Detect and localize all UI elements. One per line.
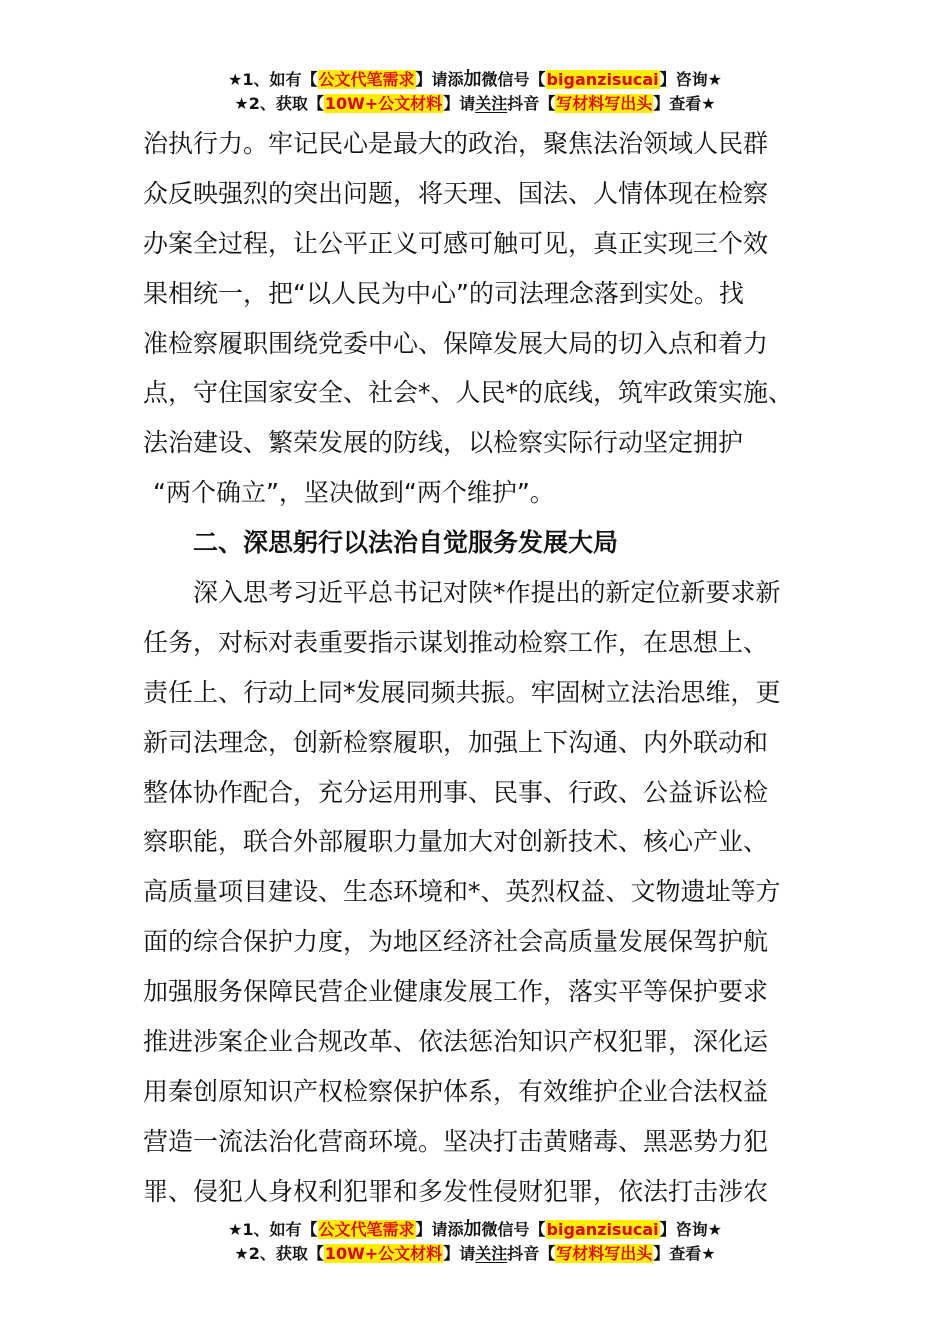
paragraph-line: 深入思考习近平总书记对陕*作提出的新定位新要求新 [193,578,781,608]
promo-text: 】查看★ [653,94,716,113]
paragraph-line: 点，守住国家安全、社会*、人民*的底线，筑牢政策实施、 [143,378,794,408]
promo-highlight: 公文代笔需求 [318,1220,415,1239]
promo-text: 】请 [443,94,476,113]
promo-text: 】咨询★ [659,1220,722,1239]
promo-highlight: 写材料写出头 [556,94,653,113]
promo-text: 微信号【 [481,1220,546,1239]
promo-emphasis: 关注 [475,94,508,113]
paragraph-line: 用秦创原知识产权检察保护体系，有效维护企业合法权益 [143,1076,769,1106]
promo-text: ★2、获取【 [234,1244,324,1263]
paragraph-line: 罪、侵犯人身权利犯罪和多发性侵财犯罪，依法打击涉农 [143,1176,769,1206]
paragraph-line: 营造一流法治化营商环境。坚决打击黄赌毒、黑恶势力犯 [143,1126,769,1156]
paragraph-line: 面的综合保护力度，为地区经济社会高质量发展保驾护航 [143,927,769,957]
promo-text: 抖音【 [507,94,556,113]
paragraph-line: 准检察履职围绕党委中心、保障发展大局的切入点和着力 [143,328,769,358]
promo-text: 】请添 [415,1220,464,1239]
paragraph-line: 新司法理念，创新检察履职，加强上下沟通、内外联动和 [143,727,769,757]
promo-text: ★1、如有【 [228,1220,318,1239]
promo-emphasis: 加 [463,1219,482,1240]
paragraph-line: 任务，对标对表重要指示谋划推动检察工作，在思想上、 [143,627,769,657]
paragraph-line: 果相统一，把“以人民为中心”的司法理念落到实处。找 [143,278,744,308]
promo-text: 抖音【 [507,1244,556,1263]
promo-emphasis: 关注 [475,1244,508,1263]
promo-highlight: 写材料写出头 [556,1244,653,1263]
paragraph-line: 法治建设、繁荣发展的防线，以检察实际行动坚定拥护 [143,428,744,458]
promo-text: ★1、如有【 [228,70,318,89]
section-heading: 二、深思躬行以法治自觉服务发展大局 [193,528,619,558]
paragraph-line: 责任上、行动上同*发展同频共振。牢固树立法治思维，更 [143,677,781,707]
promo-highlight: 10W+公文材料 [324,1244,443,1263]
promo-emphasis: 加 [463,69,482,90]
paragraph-line: 加强服务保障民营企业健康发展工作，落实平等保护要求 [143,977,769,1007]
paragraph-line: “两个确立”，坚决做到“两个维护”。 [153,478,555,508]
paragraph-line: 整体协作配合，充分运用刑事、民事、行政、公益诉讼检 [143,777,769,807]
promo-highlight: 10W+公文材料 [324,94,443,113]
promo-line-1 [0,68,950,92]
promo-text: ★2、获取【 [234,94,324,113]
paragraph-line: 推进涉案企业合规改革、依法惩治知识产权犯罪，深化运 [143,1027,769,1057]
promo-text: 】请添 [415,70,464,89]
header-promo-banner [0,68,950,116]
promo-highlight: biganzisucai [546,70,659,89]
promo-highlight: biganzisucai [546,1220,659,1239]
paragraph-line: 高质量项目建设、生态环境和*、英烈权益、文物遗址等方 [143,877,781,907]
paragraph-line: 众反映强烈的突出问题，将天理、国法、人情体现在检察 [143,178,769,208]
paragraph-line: 治执行力。牢记民心是最大的政治，聚焦法治领域人民群 [143,129,769,158]
paragraph-line: 察职能，联合外部履职力量加大对创新技术、核心产业、 [143,827,769,857]
promo-line-1 [0,1218,950,1242]
promo-line-2 [0,92,950,116]
paragraph-line: 办案全过程，让公平正义可感可触可见，真正实现三个效 [143,228,769,258]
promo-line-2 [0,1242,950,1266]
promo-text: 】查看★ [653,1244,716,1263]
promo-text: 】咨询★ [659,70,722,89]
promo-highlight: 公文代笔需求 [318,70,415,89]
document-body [143,119,833,1217]
promo-text: 微信号【 [481,70,546,89]
promo-text: 】请 [443,1244,476,1263]
footer-promo-banner [0,1218,950,1266]
